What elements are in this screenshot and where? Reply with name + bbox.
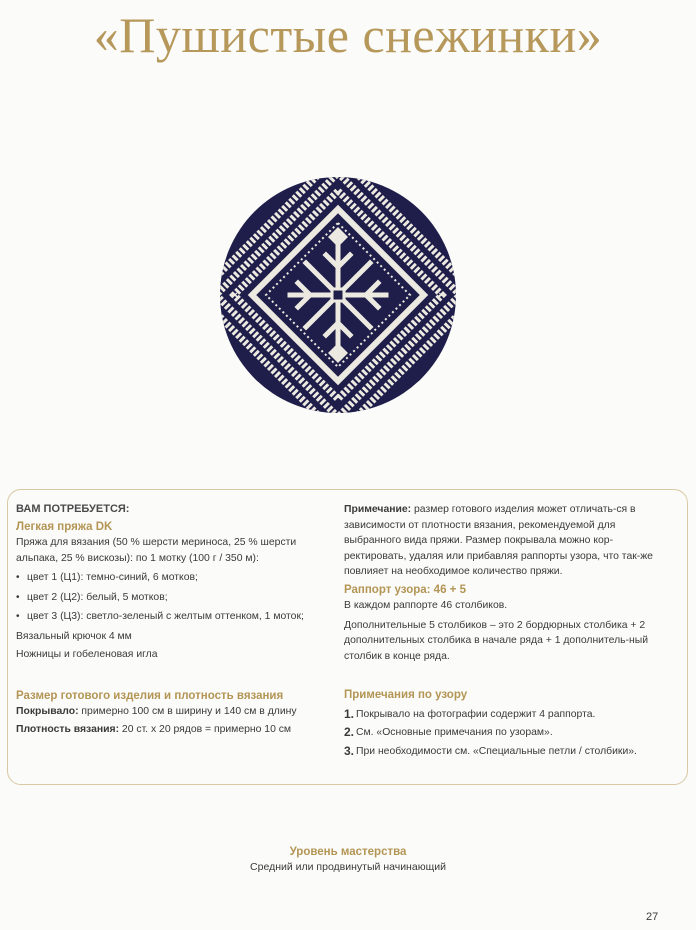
size-note: Примечание: размер готового изделия может отличать-ся в зависимости от плотности вязания, рекомендуемой для выбранного вида пряжи. Размер покрывала можно кор-ректировать, удаляя или прибавляя раппорты узора, что так-же повлияет на необходимое количество пряжи. bbox=[344, 504, 653, 577]
hook-text: Вязальный крючок 4 мм bbox=[16, 630, 132, 642]
level-heading: Уровень мастерства bbox=[289, 846, 407, 858]
color-item: • цвет 2 (Ц2): белый, 5 мотков; bbox=[16, 591, 168, 603]
repeat-heading: Раппорт узора: 46 + 5 bbox=[344, 583, 466, 596]
page-title: «Пушистые снежинки» bbox=[93, 7, 603, 63]
size-heading: Размер готового изделия и плотность вязания bbox=[16, 689, 284, 702]
color-item: • цвет 1 (Ц1): темно-синий, 6 мотков; bbox=[16, 572, 198, 583]
knitted-swatch-image bbox=[218, 175, 458, 415]
repeat-line-2: Дополнительные 5 столбиков – это 2 бордюрных столбика + 2 дополнительных столбика в начале ряда + 1 дополнитель-ный столбик в конце ряда. bbox=[344, 619, 649, 662]
yarn-description: Пряжа для вязания (50 % шерсти мериноса, 25 % шерсти альпака, 25 % вискозы): по 1 мотку (100 г / 350 м): bbox=[16, 537, 297, 564]
repeat-line-1: В каждом раппорте 46 столбиков. bbox=[344, 600, 508, 611]
needs-heading: ВАМ ПОТРЕБУЕТСЯ: bbox=[16, 503, 130, 515]
yarn-title: Легкая пряжа DK bbox=[16, 520, 113, 533]
color-item: • цвет 3 (Ц3): светло-зеленый с желтым оттенком, 1 моток; bbox=[16, 611, 304, 622]
tools-text: Ножницы и гобеленовая игла bbox=[16, 649, 158, 660]
pattern-note-item: 1. Покрывало на фотографии содержит 4 раппорта. bbox=[344, 706, 596, 721]
page-number: 27 bbox=[646, 911, 659, 923]
right-column bbox=[344, 502, 664, 759]
pattern-note-item: 2. См. «Основные примечания по узорам». bbox=[344, 725, 553, 739]
pattern-notes-heading: Примечания по узору bbox=[344, 689, 468, 701]
left-column bbox=[16, 502, 332, 737]
level-value: Средний или продвинутый начинающий bbox=[250, 861, 446, 873]
pattern-note-item: 3. При необходимости см. «Специальные петли / столбики». bbox=[344, 743, 637, 758]
gauge: Плотность вязания: 20 ст. х 20 рядов = примерно 10 см bbox=[16, 723, 292, 735]
blanket-size: Покрывало: примерно 100 см в ширину и 140 см в длину bbox=[16, 706, 297, 717]
